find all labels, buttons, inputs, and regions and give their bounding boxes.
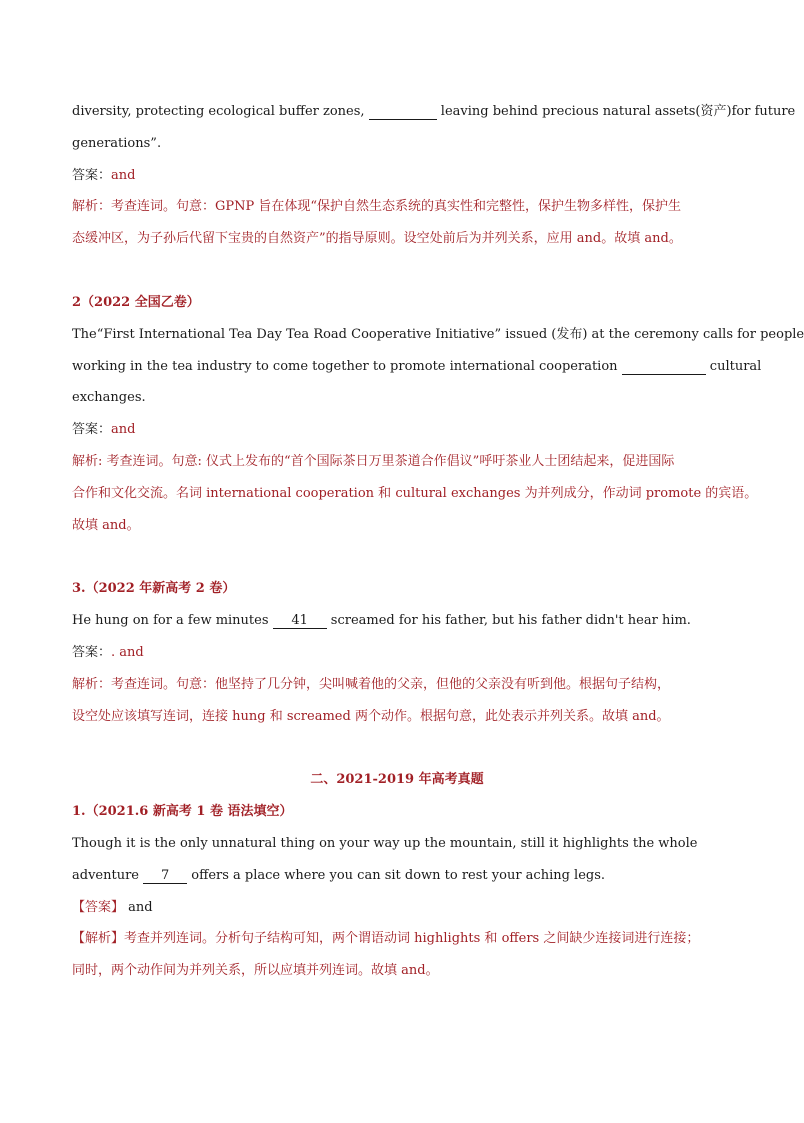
text-span: diversity, protecting ecological buffer zones, (72, 104, 369, 119)
question-heading: 1.（2021.6 新高考 1 卷 语法填空） (72, 804, 293, 820)
text-span: generations”. (72, 135, 162, 151)
answer-value: . and (111, 644, 144, 660)
text-span: 。 (656, 708, 670, 724)
text-span: 设空处应该填写连词，连接 (72, 708, 233, 724)
question-text-line (72, 351, 762, 383)
text-span: international cooperation (206, 485, 375, 501)
text-span: 和 (374, 485, 396, 501)
analysis-label: 解析： (72, 676, 112, 692)
answer-label: 【答案】 (72, 899, 125, 915)
answer-value: and (111, 167, 136, 183)
text-span: screamed for his father, but his father didn't hear him. (326, 613, 691, 629)
text-span: 。 (126, 517, 140, 533)
analysis-line (72, 701, 722, 733)
answer-label: 答案： (72, 644, 112, 660)
text-span: 。 (668, 231, 682, 247)
answer-line (72, 892, 722, 924)
answer-value: and (111, 422, 136, 438)
answer-blank-numbered: 7 (143, 869, 187, 884)
text-span: 之间缺少连接词进行连接； (539, 931, 700, 947)
answer-value: and (124, 899, 153, 915)
text-span: adventure (72, 867, 144, 883)
text-span: leaving behind precious natural assets(资产)for future (436, 104, 796, 119)
analysis-line (72, 669, 722, 701)
analysis-line (72, 223, 722, 255)
answer-blank (369, 105, 437, 120)
question-text-line (72, 96, 796, 128)
question-text-line (72, 860, 722, 892)
text-span: 同时，两个动作间为并列关系，所以应填并列连词。故填 (72, 963, 402, 979)
text-span: 故填 (72, 517, 103, 533)
text-span: and (576, 231, 602, 247)
analysis-label: 解析: (72, 453, 107, 469)
text-span: cultural exchanges (395, 485, 521, 501)
text-span: 为并列成分，作动词 (520, 485, 646, 501)
analysis-label: 解析： (72, 199, 112, 215)
text-span: 和 (480, 931, 502, 947)
question-text-line (72, 128, 722, 160)
answer-blank-numbered: 41 (273, 614, 327, 629)
text-span: 考查连词。句意: 仪式上发布的“首个国际茶日万里茶道合作倡议”呼吁茶业人士团结起来，促进国际 (106, 453, 675, 469)
text-span: offers (501, 931, 540, 947)
analysis-line (72, 478, 758, 510)
answer-blank (622, 360, 706, 375)
answer-label: 答案： (72, 422, 112, 438)
text-span: cultural (705, 358, 762, 374)
text-span: Though it is the only unnatural thing on your way up the mountain, still it highlights the whole (72, 835, 698, 851)
text-span: 考查连词。句意：GPNP 旨在体现“保护自然生态系统的真实性和完整性，保护生物多样性，保护生 (111, 199, 682, 215)
question-text-line (72, 382, 722, 414)
text-span: 合作和文化交流。名词 (72, 485, 207, 501)
text-span: 态缓冲区，为子孙后代留下宝贵的自然资产”的指导原则。设空处前后为并列关系，应用 (72, 231, 577, 247)
text-span: screamed (286, 708, 351, 724)
text-span: He hung on for a few minutes (72, 613, 273, 629)
text-span: and (102, 517, 127, 533)
text-span: and (644, 231, 669, 247)
text-span: and (401, 963, 426, 979)
analysis-line (72, 955, 722, 987)
text-span: exchanges. (72, 390, 146, 406)
text-span: working in the tea industry to come together to promote international cooperation (72, 358, 622, 374)
text-span: offers a place where you can sit down to rest your aching legs. (187, 867, 606, 883)
document-page (72, 96, 804, 987)
answer-line (72, 414, 722, 446)
answer-label: 答案： (72, 167, 112, 183)
text-span: 和 (265, 708, 287, 724)
text-span: 两个动作。根据句意，此处表示并列关系。故填 (350, 708, 633, 724)
text-span: 。 (425, 963, 439, 979)
question-text-line (72, 319, 804, 351)
analysis-line (72, 191, 722, 223)
analysis-line (72, 923, 722, 955)
question-text-line (72, 828, 722, 860)
question-text-line (72, 605, 722, 637)
text-span: hung (232, 708, 266, 724)
text-span: The“First International Tea Day Tea Road Cooperative Initiative” issued (发布) at the ceremony calls for people (72, 326, 804, 342)
answer-line (72, 637, 722, 669)
text-span: highlights (414, 931, 481, 947)
analysis-label: 【解析】 (72, 931, 125, 947)
question-heading: 3.（2022 年新高考 2 卷） (72, 581, 236, 597)
text-span: 考查连词。句意：他坚持了几分钟，尖叫喊着他的父亲，但他的父亲没有听到他。根据句子结构， (111, 676, 671, 692)
text-span: 的宾语。 (701, 485, 758, 501)
text-span: 。故填 (601, 231, 645, 247)
section-title: 二、2021-2019 年高考真题 (310, 772, 484, 788)
text-span: and (632, 708, 657, 724)
analysis-line (72, 510, 722, 542)
text-span: promote (645, 485, 702, 501)
answer-line (72, 160, 722, 192)
analysis-line (72, 446, 722, 478)
text-span: 考查并列连词。分析句子结构可知，两个谓语动词 (124, 931, 415, 947)
question-heading: 2（2022 全国乙卷） (72, 294, 200, 310)
